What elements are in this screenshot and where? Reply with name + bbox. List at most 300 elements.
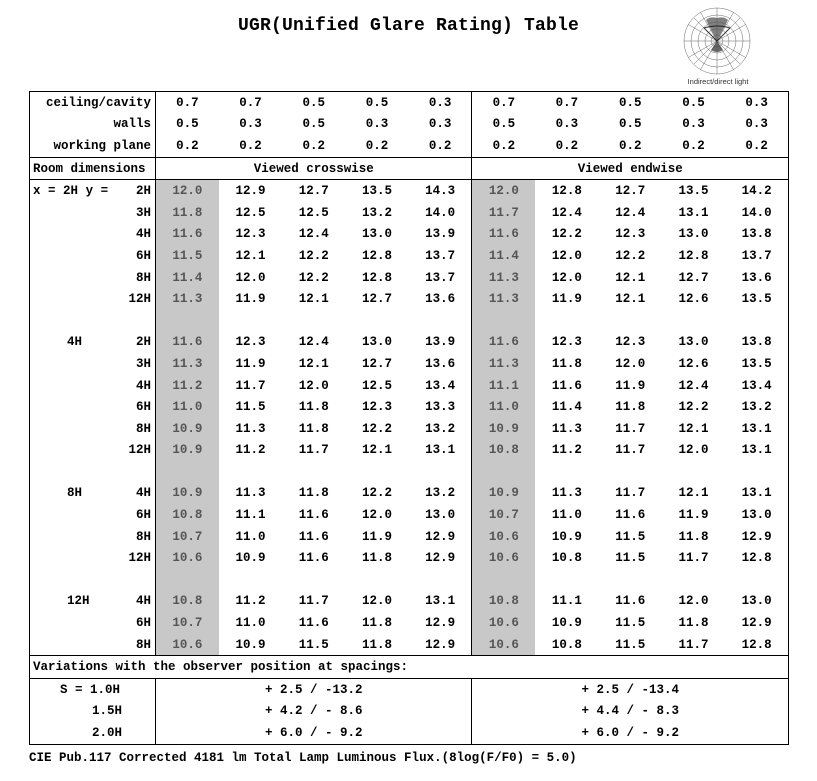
ugr-value-crosswise: 11.6 bbox=[156, 224, 219, 246]
y-value: 4H bbox=[135, 227, 151, 242]
ugr-value-crosswise: 13.2 bbox=[362, 205, 393, 220]
ugr-value-crosswise: 11.8 bbox=[362, 616, 393, 631]
reflectance-value: 0.3 bbox=[745, 117, 768, 132]
ugr-value-endwise: 10.6 bbox=[472, 634, 535, 656]
ugr-value-endwise: 12.0 bbox=[615, 356, 646, 371]
ugr-value-endwise: 11.3 bbox=[472, 267, 535, 289]
ugr-value-endwise: 10.9 bbox=[551, 616, 582, 631]
ugr-value-endwise: 12.6 bbox=[678, 356, 709, 371]
table-row bbox=[30, 202, 789, 224]
ugr-value-endwise: 11.4 bbox=[551, 400, 582, 415]
ugr-value-crosswise: 12.1 bbox=[298, 292, 329, 307]
ugr-value-crosswise: 11.8 bbox=[362, 551, 393, 566]
ugr-value-crosswise: 11.6 bbox=[298, 508, 329, 523]
y-value: 6H bbox=[135, 616, 151, 631]
ugr-value-crosswise: 12.0 bbox=[362, 594, 393, 609]
ugr-value-endwise: 12.7 bbox=[678, 270, 709, 285]
room-dimension-cell bbox=[30, 353, 156, 375]
ugr-value-endwise: 13.5 bbox=[741, 356, 772, 371]
table-row bbox=[30, 396, 789, 418]
ugr-value-endwise: 11.5 bbox=[615, 529, 646, 544]
ugr-value-crosswise: 11.0 bbox=[235, 529, 266, 544]
ugr-value-endwise: 11.0 bbox=[551, 508, 582, 523]
ugr-value-crosswise: 12.8 bbox=[362, 270, 393, 285]
reflectance-value: 0.5 bbox=[365, 95, 389, 110]
room-dimension-cell bbox=[30, 267, 156, 289]
y-value: 6H bbox=[135, 508, 151, 523]
ugr-value-endwise: 12.0 bbox=[551, 248, 582, 263]
ugr-value-endwise: 12.8 bbox=[678, 248, 709, 263]
ugr-value-endwise: 10.8 bbox=[472, 440, 535, 462]
ugr-value-crosswise: 13.6 bbox=[425, 292, 456, 307]
table-row bbox=[30, 224, 789, 246]
ugr-value-crosswise: 12.7 bbox=[362, 356, 393, 371]
viewed-crosswise-header: Viewed crosswise bbox=[156, 157, 472, 180]
ugr-value-crosswise: 10.9 bbox=[156, 418, 219, 440]
ugr-value-crosswise: 12.9 bbox=[425, 529, 456, 544]
room-dimension-cell bbox=[30, 375, 156, 397]
ugr-value-endwise: 11.7 bbox=[615, 421, 646, 436]
ugr-value-endwise: 10.7 bbox=[472, 504, 535, 526]
footer-note: CIE Pub.117 Corrected 4181 lm Total Lamp Luminous Flux.(8log(F/F0) = 5.0) bbox=[29, 751, 577, 765]
y-value: 8H bbox=[135, 637, 151, 652]
room-dimension-cell bbox=[30, 440, 156, 462]
y-value: 3H bbox=[135, 356, 151, 371]
ugr-value-endwise: 12.1 bbox=[678, 421, 709, 436]
y-value: 4H bbox=[135, 378, 151, 393]
ugr-value-crosswise: 12.8 bbox=[362, 248, 393, 263]
spacing-label: 1.5H bbox=[92, 704, 123, 719]
ugr-value-crosswise: 11.1 bbox=[235, 508, 266, 523]
ugr-value-endwise: 13.2 bbox=[741, 400, 772, 415]
ugr-value-crosswise: 12.2 bbox=[362, 421, 393, 436]
ugr-value-crosswise: 12.1 bbox=[235, 248, 266, 263]
ugr-value-endwise: 10.8 bbox=[551, 637, 582, 652]
ugr-value-endwise: 11.3 bbox=[551, 486, 582, 501]
reflectance-label: walls bbox=[113, 117, 151, 132]
x-value: 4H bbox=[67, 335, 83, 350]
reflectance-row bbox=[30, 135, 789, 157]
y-value: 8H bbox=[135, 529, 151, 544]
reflectance-value: 0.2 bbox=[682, 138, 705, 153]
y-value: 12H bbox=[128, 551, 151, 566]
reflectance-value: 0.5 bbox=[302, 95, 325, 110]
x-value: 2H bbox=[63, 184, 79, 199]
ugr-value-crosswise: 12.9 bbox=[219, 180, 282, 202]
spacing-label: 2.0H bbox=[92, 726, 123, 741]
ugr-value-endwise: 10.6 bbox=[472, 547, 535, 569]
table-row bbox=[30, 332, 789, 354]
table-row bbox=[30, 267, 789, 289]
variation-row bbox=[30, 722, 789, 744]
ugr-value-endwise: 12.1 bbox=[615, 292, 646, 307]
reflectance-value: 0.2 bbox=[745, 138, 768, 153]
ugr-value-crosswise: 13.9 bbox=[425, 335, 456, 350]
ugr-value-endwise: 10.9 bbox=[551, 529, 582, 544]
table-row bbox=[30, 245, 789, 267]
ugr-value-endwise: 13.0 bbox=[741, 508, 772, 523]
ugr-value-crosswise: 13.1 bbox=[425, 594, 456, 609]
ugr-value-endwise: 11.8 bbox=[678, 529, 709, 544]
ugr-value-endwise: 12.0 bbox=[678, 594, 709, 609]
reflectance-value: 0.5 bbox=[618, 117, 642, 132]
reflectance-value: 0.7 bbox=[555, 95, 579, 110]
table-row bbox=[30, 483, 789, 505]
reflectance-value: 0.2 bbox=[365, 138, 389, 153]
room-dimension-cell bbox=[30, 396, 156, 418]
y-value: 12H bbox=[128, 443, 151, 458]
ugr-value-endwise: 12.8 bbox=[741, 637, 772, 652]
ugr-value-crosswise: 10.9 bbox=[235, 637, 266, 652]
ugr-value-endwise: 10.6 bbox=[472, 612, 535, 634]
reflectance-value: 0.5 bbox=[682, 95, 705, 110]
ugr-value-crosswise: 11.8 bbox=[362, 637, 393, 652]
ugr-value-crosswise: 12.1 bbox=[362, 443, 393, 458]
ugr-value-endwise: 12.0 bbox=[551, 270, 582, 285]
reflectance-row bbox=[30, 114, 789, 136]
ugr-value-endwise: 12.7 bbox=[599, 180, 662, 202]
spacer-row bbox=[30, 310, 789, 332]
reflectance-value: 0.5 bbox=[618, 95, 642, 110]
ugr-value-crosswise: 11.5 bbox=[235, 400, 266, 415]
reflectance-value: 0.5 bbox=[472, 114, 535, 136]
ugr-value-crosswise: 13.2 bbox=[425, 486, 456, 501]
ugr-value-crosswise: 11.8 bbox=[298, 400, 329, 415]
room-dimension-cell bbox=[30, 547, 156, 569]
reflectance-value: 0.3 bbox=[745, 95, 768, 110]
ugr-value-endwise: 11.1 bbox=[551, 594, 582, 609]
ugr-value-crosswise: 12.9 bbox=[425, 551, 456, 566]
ugr-value-crosswise: 11.8 bbox=[298, 421, 329, 436]
ugr-value-crosswise: 12.0 bbox=[362, 508, 393, 523]
ugr-value-crosswise: 13.7 bbox=[425, 270, 456, 285]
ugr-value-crosswise: 11.4 bbox=[156, 267, 219, 289]
ugr-value-endwise: 13.8 bbox=[741, 227, 772, 242]
ugr-value-crosswise: 11.7 bbox=[298, 443, 329, 458]
variations-title: Variations with the observer position at spacings: bbox=[30, 656, 789, 679]
table-row bbox=[30, 612, 789, 634]
ugr-value-endwise: 13.8 bbox=[741, 335, 772, 350]
ugr-value-crosswise: 12.2 bbox=[362, 486, 393, 501]
ugr-value-crosswise: 11.8 bbox=[298, 486, 329, 501]
ugr-value-crosswise: 12.2 bbox=[298, 270, 329, 285]
ugr-value-endwise: 11.5 bbox=[615, 551, 646, 566]
ugr-value-crosswise: 11.6 bbox=[298, 529, 329, 544]
y-value: 2H bbox=[135, 184, 151, 199]
spacer-row bbox=[30, 569, 789, 591]
ugr-value-crosswise: 11.9 bbox=[235, 356, 266, 371]
reflectance-value: 0.2 bbox=[428, 138, 452, 153]
room-dimension-cell bbox=[30, 591, 156, 613]
table-row bbox=[30, 547, 789, 569]
ugr-value-endwise: 13.4 bbox=[741, 378, 772, 393]
ugr-value-crosswise: 12.3 bbox=[235, 227, 266, 242]
ugr-value-crosswise: 11.3 bbox=[156, 353, 219, 375]
ugr-value-crosswise: 12.7 bbox=[282, 180, 345, 202]
ugr-value-crosswise: 11.8 bbox=[156, 202, 219, 224]
ugr-value-crosswise: 11.3 bbox=[235, 486, 266, 501]
reflectance-value: 0.7 bbox=[156, 92, 219, 114]
ugr-value-crosswise: 11.7 bbox=[235, 378, 266, 393]
ugr-value-endwise: 10.9 bbox=[472, 418, 535, 440]
diagram-label: Indirect/direct light bbox=[687, 77, 749, 86]
ugr-value-crosswise: 13.0 bbox=[362, 227, 393, 242]
variation-endwise: + 6.0 / - 9.2 bbox=[472, 722, 788, 744]
ugr-value-crosswise: 12.0 bbox=[156, 180, 219, 202]
ugr-value-crosswise: 11.6 bbox=[298, 551, 329, 566]
ugr-value-endwise: 12.1 bbox=[678, 486, 709, 501]
table-row bbox=[30, 591, 789, 613]
y-value: 12H bbox=[128, 292, 151, 307]
table-row bbox=[30, 375, 789, 397]
ugr-value-endwise: 11.3 bbox=[472, 353, 535, 375]
ugr-value-endwise: 12.4 bbox=[678, 378, 709, 393]
reflectance-value: 0.2 bbox=[239, 138, 262, 153]
x-value: 8H bbox=[67, 486, 83, 501]
reflectance-value: 0.3 bbox=[682, 117, 705, 132]
ugr-value-endwise: 13.0 bbox=[741, 594, 772, 609]
variation-row bbox=[30, 701, 789, 723]
ugr-value-endwise: 11.6 bbox=[472, 332, 535, 354]
room-dimension-cell bbox=[30, 202, 156, 224]
variation-crosswise: + 6.0 / - 9.2 bbox=[156, 722, 472, 744]
ugr-value-endwise: 13.6 bbox=[741, 270, 772, 285]
ugr-value-crosswise: 12.5 bbox=[235, 205, 266, 220]
ugr-value-endwise: 11.5 bbox=[615, 616, 646, 631]
ugr-value-endwise: 14.0 bbox=[741, 205, 772, 220]
ugr-value-endwise: 12.2 bbox=[551, 227, 582, 242]
y-value: 4H bbox=[135, 594, 151, 609]
ugr-value-crosswise: 13.0 bbox=[362, 335, 393, 350]
ugr-value-crosswise: 13.0 bbox=[425, 508, 456, 523]
ugr-value-crosswise: 13.3 bbox=[425, 400, 456, 415]
reflectance-value: 0.3 bbox=[555, 117, 579, 132]
ugr-value-crosswise: 10.8 bbox=[156, 504, 219, 526]
ugr-value-crosswise: 11.6 bbox=[156, 332, 219, 354]
ugr-value-endwise: 10.9 bbox=[472, 483, 535, 505]
ugr-value-endwise: 11.3 bbox=[472, 288, 535, 310]
ugr-value-endwise: 11.6 bbox=[551, 378, 582, 393]
room-dimension-cell bbox=[30, 332, 156, 354]
variation-crosswise: + 4.2 / - 8.6 bbox=[156, 701, 472, 723]
ugr-value-crosswise: 12.4 bbox=[298, 335, 329, 350]
ugr-value-endwise: 11.0 bbox=[472, 396, 535, 418]
ugr-value-crosswise: 10.7 bbox=[156, 612, 219, 634]
section-header-row bbox=[30, 157, 789, 180]
ugr-value-endwise: 12.8 bbox=[535, 180, 598, 202]
reflectance-value: 0.3 bbox=[239, 117, 262, 132]
ugr-value-crosswise: 10.6 bbox=[156, 547, 219, 569]
reflectance-value: 0.2 bbox=[618, 138, 642, 153]
ugr-value-crosswise: 11.0 bbox=[156, 396, 219, 418]
ugr-value-endwise: 11.8 bbox=[678, 616, 709, 631]
ugr-value-endwise: 10.6 bbox=[472, 526, 535, 548]
room-dimension-cell bbox=[30, 483, 156, 505]
ugr-value-crosswise: 11.9 bbox=[235, 292, 266, 307]
ugr-value-endwise: 13.5 bbox=[662, 180, 725, 202]
ugr-value-crosswise: 11.2 bbox=[235, 594, 266, 609]
ugr-value-crosswise: 12.0 bbox=[235, 270, 266, 285]
ugr-value-endwise: 11.2 bbox=[551, 443, 582, 458]
ugr-value-crosswise: 11.6 bbox=[298, 616, 329, 631]
ugr-value-crosswise: 12.4 bbox=[298, 227, 329, 242]
reflectance-label: working plane bbox=[53, 138, 151, 153]
ugr-value-crosswise: 11.3 bbox=[156, 288, 219, 310]
ugr-value-endwise: 11.7 bbox=[678, 551, 709, 566]
ugr-value-crosswise: 10.6 bbox=[156, 634, 219, 656]
ugr-value-endwise: 13.1 bbox=[741, 443, 772, 458]
ugr-value-crosswise: 11.9 bbox=[362, 529, 393, 544]
ugr-value-crosswise: 10.9 bbox=[156, 483, 219, 505]
room-dimension-cell bbox=[30, 526, 156, 548]
ugr-value-crosswise: 12.2 bbox=[298, 248, 329, 263]
ugr-value-endwise: 12.3 bbox=[551, 335, 582, 350]
table-row bbox=[30, 440, 789, 462]
polar-diagram-icon bbox=[682, 6, 752, 76]
ugr-value-crosswise: 13.1 bbox=[425, 443, 456, 458]
ugr-value-endwise: 11.5 bbox=[615, 637, 646, 652]
table-row bbox=[30, 418, 789, 440]
ugr-value-crosswise: 12.0 bbox=[298, 378, 329, 393]
variation-crosswise: + 2.5 / -13.2 bbox=[156, 679, 472, 701]
ugr-value-crosswise: 10.9 bbox=[156, 440, 219, 462]
ugr-value-endwise: 11.4 bbox=[472, 245, 535, 267]
reflectance-value: 0.7 bbox=[239, 95, 262, 110]
reflectance-value: 0.2 bbox=[156, 135, 219, 157]
ugr-value-crosswise: 12.7 bbox=[362, 292, 393, 307]
ugr-value-crosswise: 10.8 bbox=[156, 591, 219, 613]
room-dimension-cell bbox=[30, 504, 156, 526]
ugr-value-crosswise: 11.2 bbox=[156, 375, 219, 397]
ugr-value-crosswise: 11.0 bbox=[235, 616, 266, 631]
y-value: 6H bbox=[135, 400, 151, 415]
room-dimensions-header: Room dimensions bbox=[30, 157, 156, 180]
room-dimension-cell bbox=[30, 418, 156, 440]
y-value: 3H bbox=[135, 205, 151, 220]
ugr-value-endwise: 12.0 bbox=[472, 180, 535, 202]
ugr-value-endwise: 12.9 bbox=[741, 529, 772, 544]
variation-endwise: + 2.5 / -13.4 bbox=[472, 679, 788, 701]
variation-row bbox=[30, 679, 789, 701]
ugr-value-endwise: 12.3 bbox=[615, 227, 646, 242]
reflectance-value: 0.3 bbox=[428, 117, 452, 132]
ugr-value-endwise: 13.7 bbox=[741, 248, 772, 263]
ugr-value-crosswise: 12.5 bbox=[298, 205, 329, 220]
ugr-value-crosswise: 11.3 bbox=[235, 421, 266, 436]
ugr-value-endwise: 10.8 bbox=[472, 591, 535, 613]
ugr-value-endwise: 12.9 bbox=[741, 616, 772, 631]
ugr-value-crosswise: 12.9 bbox=[425, 616, 456, 631]
room-dimension-cell bbox=[30, 288, 156, 310]
ugr-value-crosswise: 13.5 bbox=[345, 180, 408, 202]
x-value: 12H bbox=[67, 594, 90, 609]
ugr-value-endwise: 13.1 bbox=[741, 486, 772, 501]
page-title: UGR(Unified Glare Rating) Table bbox=[237, 16, 580, 36]
ugr-value-endwise: 12.3 bbox=[615, 335, 646, 350]
ugr-value-endwise: 12.1 bbox=[615, 270, 646, 285]
ugr-value-endwise: 11.7 bbox=[472, 202, 535, 224]
ugr-value-crosswise: 12.9 bbox=[425, 637, 456, 652]
ugr-value-endwise: 11.3 bbox=[551, 421, 582, 436]
reflectance-value: 0.3 bbox=[365, 117, 389, 132]
reflectance-value: 0.5 bbox=[302, 117, 325, 132]
ugr-value-endwise: 11.9 bbox=[551, 292, 582, 307]
ugr-value-endwise: 11.6 bbox=[472, 224, 535, 246]
ugr-value-endwise: 11.6 bbox=[615, 508, 646, 523]
ugr-value-crosswise: 12.3 bbox=[362, 400, 393, 415]
ugr-value-endwise: 11.8 bbox=[551, 356, 582, 371]
room-dimension-cell bbox=[30, 634, 156, 656]
ugr-value-endwise: 12.2 bbox=[615, 248, 646, 263]
room-dimension-cell bbox=[30, 245, 156, 267]
x-label: x = bbox=[33, 184, 56, 199]
reflectance-value: 0.2 bbox=[472, 135, 535, 157]
ugr-value-crosswise: 13.2 bbox=[425, 421, 456, 436]
ugr-value-endwise: 11.1 bbox=[472, 375, 535, 397]
ugr-value-crosswise: 11.5 bbox=[156, 245, 219, 267]
ugr-value-crosswise: 12.3 bbox=[235, 335, 266, 350]
ugr-table bbox=[29, 91, 789, 745]
reflectance-value: 0.3 bbox=[428, 95, 452, 110]
ugr-value-endwise: 12.4 bbox=[551, 205, 582, 220]
y-value: 2H bbox=[135, 335, 151, 350]
ugr-value-endwise: 11.6 bbox=[615, 594, 646, 609]
ugr-value-endwise: 12.6 bbox=[678, 292, 709, 307]
ugr-value-crosswise: 13.7 bbox=[425, 248, 456, 263]
ugr-value-endwise: 11.8 bbox=[615, 400, 646, 415]
table-row bbox=[30, 180, 789, 202]
table-row bbox=[30, 634, 789, 656]
ugr-value-endwise: 12.8 bbox=[741, 551, 772, 566]
reflectance-value: 0.2 bbox=[555, 138, 579, 153]
viewed-endwise-header: Viewed endwise bbox=[472, 157, 788, 180]
room-dimension-cell bbox=[30, 180, 156, 202]
ugr-value-crosswise: 13.9 bbox=[425, 227, 456, 242]
reflectance-value: 0.2 bbox=[302, 138, 325, 153]
ugr-value-endwise: 13.1 bbox=[741, 421, 772, 436]
ugr-value-endwise: 13.0 bbox=[678, 335, 709, 350]
reflectance-value: 0.5 bbox=[156, 114, 219, 136]
ugr-value-endwise: 12.4 bbox=[615, 205, 646, 220]
ugr-value-endwise: 11.7 bbox=[615, 443, 646, 458]
ugr-value-endwise: 11.9 bbox=[678, 508, 709, 523]
ugr-value-crosswise: 12.1 bbox=[298, 356, 329, 371]
ugr-value-crosswise: 13.4 bbox=[425, 378, 456, 393]
ugr-value-crosswise: 14.3 bbox=[409, 180, 472, 202]
ugr-value-crosswise: 11.7 bbox=[298, 594, 329, 609]
ugr-value-crosswise: 12.5 bbox=[362, 378, 393, 393]
reflectance-value: 0.7 bbox=[472, 92, 535, 114]
ugr-value-endwise: 11.9 bbox=[615, 378, 646, 393]
y-value: 8H bbox=[135, 421, 151, 436]
y-value: 4H bbox=[135, 486, 151, 501]
y-value: 6H bbox=[135, 248, 151, 263]
table-row bbox=[30, 504, 789, 526]
ugr-value-endwise: 10.8 bbox=[551, 551, 582, 566]
ugr-value-crosswise: 14.0 bbox=[425, 205, 456, 220]
table-row bbox=[30, 288, 789, 310]
ugr-value-endwise: 12.0 bbox=[678, 443, 709, 458]
reflectance-row bbox=[30, 92, 789, 114]
ugr-value-crosswise: 10.9 bbox=[235, 551, 266, 566]
ugr-value-crosswise: 11.5 bbox=[298, 637, 329, 652]
ugr-value-crosswise: 11.2 bbox=[235, 443, 266, 458]
ugr-value-endwise: 14.2 bbox=[725, 180, 788, 202]
ugr-value-endwise: 11.7 bbox=[615, 486, 646, 501]
ugr-value-endwise: 13.0 bbox=[678, 227, 709, 242]
table-row bbox=[30, 353, 789, 375]
variations-title-row bbox=[30, 656, 789, 679]
